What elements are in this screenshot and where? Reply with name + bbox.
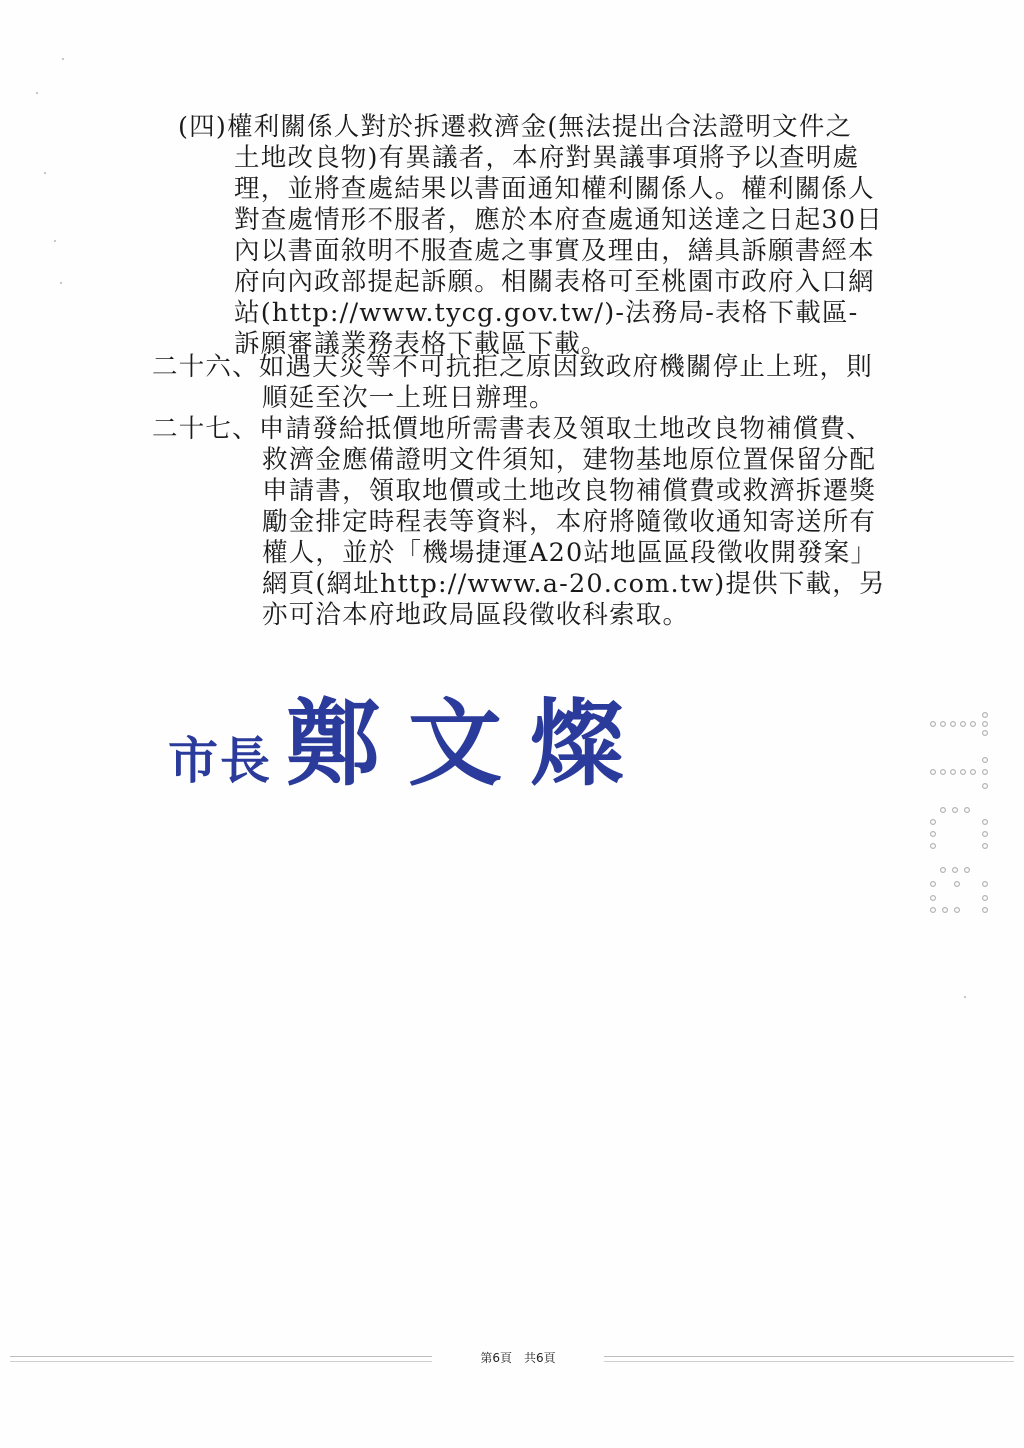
text-line: 二十六、如遇天災等不可抗拒之原因致政府機關停止上班，則 (152, 352, 873, 382)
text-line: 對查處情形不服者，應於本府查處通知送達之日起30日 (234, 205, 883, 235)
text-line: 站(http://www.tycg.gov.tw/)-法務局-表格下載區- (234, 298, 859, 328)
text-line: 訴願審議業務表格下載區下載。 (234, 329, 608, 359)
text-line: 府向內政部提起訴願。相關表格可至桃園市政府入口網 (234, 267, 875, 297)
scan-speck (54, 240, 56, 242)
text-line: 網頁(網址http://www.a-20.com.tw)提供下載，另 (262, 569, 886, 599)
scan-speck (62, 58, 64, 60)
text-line: 二十七、申請發給抵價地所需書表及領取土地改良物補償費、 (152, 414, 873, 444)
signature-title: 市長 (168, 731, 272, 790)
text-line: 亦可洽本府地政局區段徵收科索取。 (262, 600, 690, 630)
signature-name: 鄭文燦 (286, 689, 653, 799)
text-line: 申請書，領取地價或土地改良物補償費或救濟拆遷獎 (262, 476, 877, 506)
scan-speck (60, 282, 62, 284)
text-line: 勵金排定時程表等資料，本府將隨徵收通知寄送所有 (262, 507, 877, 537)
article-27 (152, 414, 886, 631)
text-line: 土地改良物)有異議者，本府對異議事項將予以查明處 (234, 143, 860, 173)
mayor-signature-stamp (168, 668, 652, 803)
text-line: 內以書面敘明不服查處之事實及理由，繕具訴願書經本 (234, 236, 875, 266)
text-line: (四)權利關係人對於拆遷救濟金(無法提出合法證明文件之 (178, 112, 853, 142)
text-line: 權人，並於「機場捷運A20站地區區段徵收開發案」 (262, 538, 878, 568)
paragraph-item-4 (178, 112, 883, 360)
page-number: 第6頁 共6頁 (432, 1349, 604, 1366)
scan-speck (964, 996, 966, 998)
punch-hole-perforation (928, 708, 994, 920)
text-line: 救濟金應備證明文件須知，建物基地原位置保留分配 (262, 445, 877, 475)
text-line: 順延至次一上班日辦理。 (262, 383, 556, 413)
text-line: 理，並將查處結果以書面通知權利關係人。權利關係人 (234, 174, 875, 204)
scan-speck (44, 172, 46, 174)
scan-speck (36, 92, 38, 94)
article-26 (152, 352, 873, 414)
